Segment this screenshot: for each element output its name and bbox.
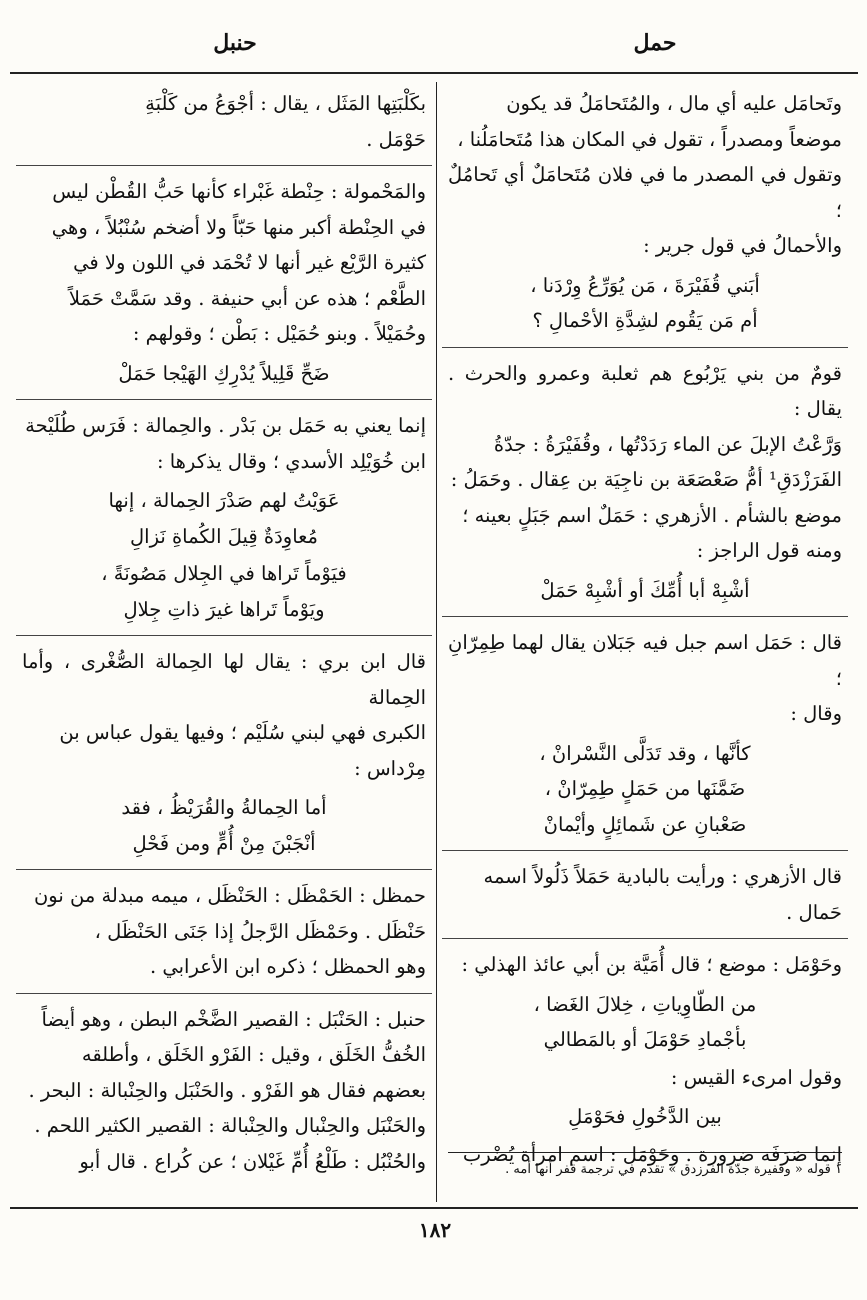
- section-divider: [16, 869, 432, 870]
- section-divider: [442, 938, 848, 939]
- text-line: موضعاً ومصدراً ، تقول في المكان هذا مُتَحامَلُنا ،: [457, 127, 842, 151]
- paragraph: [448, 1060, 842, 1096]
- verse-line: ضَحِّ قَلِيلاً يُدْرِكِ الهَيْجا حَمَلْ: [118, 361, 330, 385]
- text-line: والأحمالُ في قول جرير :: [643, 234, 842, 257]
- text-line: بكَلْبَتِها المَثَل ، يقال : أجْوَعُ من كَلْبَةِ: [145, 92, 426, 115]
- left-column: [22, 86, 426, 1183]
- paragraph: [22, 174, 426, 352]
- text-line: قال : حَمَل اسم جبل فيه جَبَلان يقال لهما طِمِرّانِ ؛: [448, 631, 842, 690]
- text-line: والحُنْبُل : طَلْعُ أُمِّ غَيْلان ؛ عن كُراع . قال أبو: [79, 1149, 426, 1173]
- text-line: قال ابن بري : يقال لها الحِمالة الصُّغْرى ، وأما الحِمالة: [22, 650, 426, 709]
- paragraph: [448, 625, 842, 732]
- text-line: وتقول في المصدر ما في فلان مُتَحامَلٌ أي تَحامُلٌ ؛: [448, 163, 842, 222]
- header-left-entry: حنبل: [213, 30, 257, 56]
- verse-line: بأجْمادِ حَوْمَلَ أو بالمَطالي: [543, 1028, 747, 1051]
- top-rule: [10, 72, 858, 74]
- text-line: الكبرى فهي لبني سُلَيْم ؛ وفيها يقول عباس بن: [59, 721, 426, 744]
- header-right-entry: حمل: [633, 30, 677, 56]
- verse-block: [22, 790, 426, 861]
- text-line: وقول امرىء القيس :: [670, 1065, 842, 1089]
- text-line: حنبل : الحَنْبَل : القصير الضَّخْم البطن ، وهو أيضاً: [41, 1007, 426, 1031]
- paragraph: [448, 356, 842, 569]
- section-divider: [442, 347, 848, 348]
- text-line: وحَوْمَل : موضع ؛ قال أُمَيَّة بن أبي عائذ الهذلي :: [461, 953, 842, 976]
- verse-line: أشْبِهْ أبا أُمِّكَ أو أشْبِهْ حَمَلْ: [540, 578, 750, 602]
- page-number: ١٨٢: [418, 1218, 452, 1242]
- verse-line: أبَني قُفَيْرَةَ ، مَن يُوَرِّعُ وِرْدَنا ،: [530, 273, 760, 297]
- verse-line: صَعْبانِ عن شَمائِلٍ وأيْمانْ: [543, 812, 747, 836]
- text-line: مِرْداس :: [354, 756, 426, 780]
- text-line: وحُمَيْلاً . وبنو حُمَيْل : بَطْن ؛ وقولهم :: [132, 322, 426, 345]
- verse-line: عَوَيْتُ لهم صَدْرَ الحِمالة ، إنها: [108, 489, 340, 512]
- verse-line: ويَوْماً تَراها غيرَ ذاتِ جِلالِ: [123, 597, 325, 621]
- text-line: وهو الحمظل ؛ ذكره ابن الأعرابي .: [149, 955, 426, 978]
- verse-block: [448, 268, 842, 339]
- text-line: قومٌ من بني يَرْبُوع هم ثعلبة وعمرو والحرث . يقال :: [448, 361, 842, 420]
- column-divider: [436, 82, 437, 1202]
- paragraph: [22, 644, 426, 786]
- verse-line: أما الحِمالةُ والقُرَيْظُ ، فقد: [121, 796, 327, 819]
- verse-block: [448, 1099, 842, 1135]
- verse-block: [448, 573, 842, 609]
- text-line: إنما صَرَفَه ضرورة . وحَوْمَل : اسم امرأة يُضْرب: [462, 1142, 842, 1166]
- footnote: ١ قوله « وقفيرة جدّة الفرزدق » تقدم في ترجمة قفر أنها أمه .: [505, 1162, 842, 1177]
- verse-line: فيَوْماً تَراها في الجِلال مَصُونَةً ،: [101, 562, 347, 585]
- text-line: وقال :: [790, 702, 842, 725]
- paragraph: [22, 1002, 426, 1180]
- right-column: [448, 86, 842, 1176]
- text-line: حَوْمَل .: [366, 127, 426, 151]
- verse-line: من الطّاوِياتِ ، خِلالَ الغَضا ،: [533, 992, 757, 1016]
- text-line: موضع بالشأم . الأزهري : حَمَلٌ اسم جَبَلٍ بعينه ؛: [462, 503, 842, 527]
- text-line: وَرَّعْتُ الإبلَ عن الماء رَدَدْتُها ، وقُفَيْرَةُ : جدّةُ: [493, 432, 842, 456]
- section-divider: [16, 635, 432, 636]
- text-line: الخُفُّ الخَلَق ، وقيل : الفَرْو الخَلَق ، وأطلقه: [81, 1043, 426, 1066]
- section-divider: [16, 165, 432, 166]
- text-line: وتَحامَل عليه أي مال ، والمُتَحامَلُ قد يكون: [506, 92, 842, 115]
- verse-line: أنْجَبْنَ مِنْ أُمٍّ ومن فَحْلِ: [132, 831, 316, 855]
- text-line: والمَحْمولة : حِنْطة غَبْراء كأنها حَبُّ القُطْن ليس: [52, 180, 426, 203]
- section-divider: [442, 850, 848, 851]
- section-divider: [16, 399, 432, 400]
- paragraph: [448, 859, 842, 930]
- verse-block: [22, 356, 426, 392]
- text-line: في الحِنْطة أكبر منها حَبّاً ولا أضخم سُنْبُلاً ، وهي: [51, 215, 426, 239]
- text-line: كثيرة الرَّيْع غير أنها لا تُحْمَد في اللون ولا في: [73, 251, 426, 274]
- text-line: حمظل : الحَمْظَل : الحَنْظَل ، ميمه مبدلة من نون: [33, 884, 426, 907]
- bottom-rule: [10, 1207, 858, 1209]
- text-line: حَنْظَل . وحَمْظَل الرَّجلُ إذا جَنَى الحَنْظَل ،: [94, 919, 426, 943]
- verse-line: ضَمَّنَها من حَمَلٍ طِمِرّانْ ،: [544, 777, 746, 800]
- verse-block: [448, 736, 842, 843]
- verse-block: [22, 483, 426, 554]
- verse-line: مُعاوِدَةٌ قِيلَ الكُماةِ نَزالِ: [129, 524, 318, 548]
- text-line: ابن خُوَيْلِد الأسدي ؛ وقال يذكرها :: [156, 449, 426, 473]
- text-line: الطَّعْم ؛ هذه عن أبي حنيفة . وقد سَمَّتْ حَمَلاً: [68, 286, 426, 310]
- verse-block: [22, 556, 426, 627]
- section-divider: [442, 616, 848, 617]
- text-line: والحَنْبَل والحِنْبال والحِنْبالة : القصير الكثير اللحم .: [34, 1114, 426, 1137]
- verse-line: بين الدَّخُولِ فحَوْمَلِ: [568, 1105, 722, 1128]
- text-line: ومنه قول الراجز :: [696, 539, 842, 562]
- paragraph: [448, 86, 842, 264]
- text-line: قال الأزهري : ورأيت بالبادية حَمَلاً ذَلُولاً اسمه: [483, 865, 842, 888]
- paragraph: [22, 86, 426, 157]
- paragraph: [22, 878, 426, 985]
- text-line: إنما يعني به حَمَل بن بَدْر . والحِمالة : فَرَس طُلَيْحة: [25, 414, 426, 437]
- verse-line: كأنَّها ، وقد تَدَلَّى النَّسْرانْ ،: [539, 741, 751, 765]
- text-line: الفَرَزْدَقِ¹ أمُّ صَعْصَعَة بن ناجِيَة بن عِقال . وحَمَلُ :: [450, 468, 842, 491]
- text-line: بعضهم فقال هو الفَرْو . والحَنْبَل والحِنْبالة : البحر .: [28, 1078, 426, 1102]
- paragraph: [448, 947, 842, 983]
- verse-line: أم مَن يَقُوم لشِدَّةِ الأحْمالِ ؟: [532, 309, 758, 332]
- text-line: حَمال .: [786, 900, 842, 924]
- paragraph: [22, 408, 426, 479]
- section-divider: [16, 993, 432, 994]
- verse-block: [448, 987, 842, 1058]
